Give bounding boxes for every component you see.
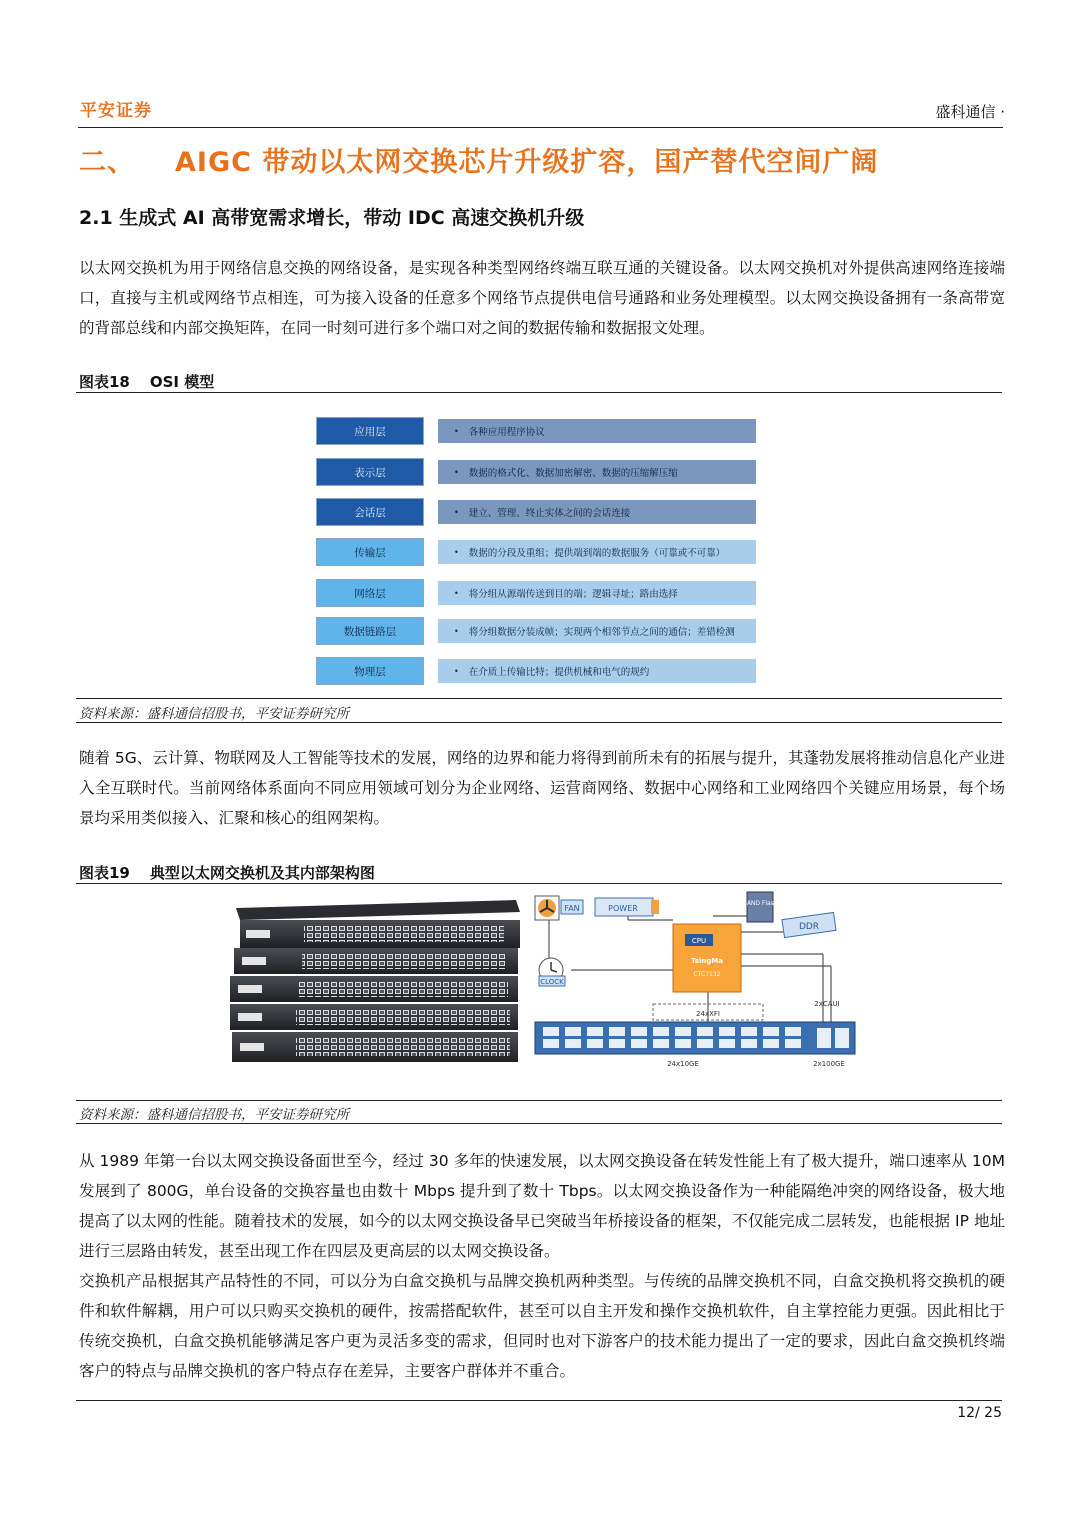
ddr-label: DDR — [798, 922, 820, 932]
chip-model: CTC7132 — [693, 971, 721, 978]
port-cell — [675, 1039, 691, 1048]
cpu-label: CPU — [691, 937, 707, 945]
osi-layer-row — [316, 538, 756, 566]
figure-18-source: 资料来源：盛科通信招股书，平安证券研究所 — [79, 706, 349, 722]
switch-unit-2 — [234, 948, 518, 974]
switch-architecture-diagram — [533, 890, 863, 1072]
paragraph-4: 交换机产品根据其产品特性的不同，可以分为白盒交换机与品牌交换机两种类型。与传统的品牌交换机不同，白盒交换机将交换机的硬件和软件解耦，用户可以只购买交换机的硬件，按需搭配软件，甚至可以自主开发和操作交换机软件，自主掌控能力更强。因此相比于传统交换机，白盒交换机能够满足客户更为灵活多变的需求，但同时也对下游客户的技术能力提出了一定的要求，因此白盒交换机终端客户的特点与品牌交换机的客户特点存在差异，主要客户群体并不重合。 — [79, 1272, 1005, 1380]
figure-18-top-rule — [76, 392, 1002, 393]
footer-divider — [76, 1400, 1002, 1401]
bullet-icon: • — [454, 626, 459, 636]
port-cell — [653, 1027, 669, 1036]
osi-layer-description-text: 建立、管理、终止实体之间的会话连接 — [468, 508, 631, 519]
xfi-label: 24xXFI — [696, 1010, 720, 1018]
osi-layer-description — [438, 659, 756, 683]
osi-layer-name: 数据链路层 — [316, 617, 424, 645]
port-cell — [697, 1039, 713, 1048]
port-cell — [741, 1039, 757, 1048]
power-label: POWER — [608, 904, 638, 913]
osi-layer-row — [316, 498, 756, 526]
osi-layer-row — [316, 657, 756, 685]
ports-100g-label: 2x100GE — [813, 1060, 845, 1068]
port-cell — [587, 1039, 603, 1048]
bullet-icon: • — [454, 588, 459, 598]
port-panel — [535, 1022, 855, 1054]
port-cell — [587, 1027, 603, 1036]
port-cell — [741, 1027, 757, 1036]
port-cell — [565, 1039, 581, 1048]
fan-label: FAN — [564, 904, 580, 913]
figure-18-bottom-rule — [76, 698, 1002, 699]
figure-18-label: 图表18 — [79, 373, 130, 391]
port-cell — [785, 1027, 801, 1036]
osi-layer-name: 表示层 — [316, 458, 424, 486]
switch-unit-3 — [230, 976, 518, 1002]
osi-layer-description-text: 将分组数据分装成帧；实现两个相邻节点之间的通信；差错检测 — [468, 627, 735, 638]
paragraph-2: 随着 5G、云计算、物联网及人工智能等技术的发展，网络的边界和能力将得到前所未有的拓展与提升，其蓬勃发展将推动信息化产业进入全互联时代。当前网络体系面向不同应用领域可划分为企业网络、运营商网络、数据中心网络和工业网络四个关键应用场景，每个场景均采用类似接入、汇聚和核心的组网架构。 — [79, 749, 1005, 827]
company-name: 盛科通信 · — [935, 103, 1005, 121]
switch-stack-image — [226, 890, 526, 1080]
port-cell — [719, 1039, 735, 1048]
bullet-icon: • — [454, 547, 459, 557]
osi-layer-name: 物理层 — [316, 657, 424, 685]
figure-18-caption: OSI 模型 — [149, 373, 215, 391]
port-cell — [653, 1039, 669, 1048]
bullet-icon: • — [454, 426, 459, 436]
osi-layer-description — [438, 500, 756, 524]
osi-layer-row — [316, 617, 756, 645]
paragraph-3: 从 1989 年第一台以太网交换设备面世至今，经过 30 多年的快速发展，以太网交换设备在转发性能上有了极大提升，端口速率从 10M 发展到了 800G，单台设备的交换容量也由数十 Mbps 提升到了数十 Tbps。以太网交换设备作为一种能隔绝冲突的网络设备，极大地提高了以太网的性能。随着技术的发展，如今的以太网交换设备早已突破当年桥接设备的框架，不仅能完成二层转发，也能根据 IP 地址进行三层路由转发，甚至出现工作在四层及更高层的以太网交换设备。 — [79, 1152, 1005, 1260]
switch-unit-4 — [230, 1004, 518, 1030]
port-cell — [785, 1039, 801, 1048]
section-title-text: AIGC 带动以太网交换芯片升级扩容，国产替代空间广阔 — [175, 147, 879, 178]
osi-layer-row — [316, 417, 756, 445]
figure-18-source-rule — [76, 722, 1002, 723]
osi-layer-description — [438, 460, 756, 484]
port-cell — [719, 1027, 735, 1036]
figure-19-label: 图表19 — [79, 864, 130, 882]
port-cell — [763, 1027, 779, 1036]
caui-label: 2xCAUI — [814, 1000, 840, 1008]
section-number: 二、 — [79, 147, 135, 178]
port-cell — [609, 1027, 625, 1036]
nand-label: NAND Flash — [742, 900, 778, 907]
bullet-icon: • — [454, 666, 459, 676]
port-cell — [697, 1027, 713, 1036]
port-cell — [543, 1027, 559, 1036]
bullet-icon: • — [454, 507, 459, 517]
port-cell — [609, 1039, 625, 1048]
section-title — [79, 140, 878, 179]
osi-layer-description-text: 数据的分段及重组；提供端到端的数据服务（可靠或不可靠） — [468, 548, 726, 559]
figure-18-title — [79, 371, 214, 392]
page-number: 12/ 25 — [957, 1405, 1002, 1421]
clock-label: CLOCK — [540, 978, 564, 986]
port-cell — [631, 1027, 647, 1036]
port-cell — [543, 1039, 559, 1048]
subsection-title: 2.1 生成式 AI 高带宽需求增长，带动 IDC 高速交换机升级 — [79, 207, 585, 229]
osi-layer-row — [316, 579, 756, 607]
osi-layer-description — [438, 581, 756, 605]
figure-19-source: 资料来源：盛科通信招股书，平安证券研究所 — [79, 1107, 349, 1123]
figure-19-title — [79, 862, 375, 883]
switch-unit-5 — [232, 1032, 518, 1062]
osi-layer-name: 会话层 — [316, 498, 424, 526]
chip-brand: TsingMa — [690, 957, 724, 965]
ports-10g-label: 24x10GE — [667, 1060, 699, 1068]
fan-icon — [535, 896, 559, 920]
switch-unit-1 — [236, 900, 520, 948]
port-cell — [675, 1027, 691, 1036]
header-divider — [78, 127, 1003, 128]
port-cell — [763, 1039, 779, 1048]
osi-layer-name: 网络层 — [316, 579, 424, 607]
nand-flash-icon — [747, 892, 773, 922]
figure-19-top-rule — [76, 883, 1002, 884]
osi-layer-description — [438, 619, 756, 643]
osi-layer-description-text: 在介质上传输比特；提供机械和电气的规约 — [468, 667, 650, 678]
osi-layer-description — [438, 540, 756, 564]
paragraph-1: 以太网交换机为用于网络信息交换的网络设备，是实现各种类型网络终端互联互通的关键设备。以太网交换机对外提供高速网络连接端口，直接与主机或网络节点相连，可为接入设备的任意多个网络节点提供电信号通路和业务处理模型。以太网交换设备拥有一条高带宽的背部总线和内部交换矩阵，在同一时刻可进行多个端口对之间的数据传输和数据报文处理。 — [79, 259, 1005, 337]
osi-layer-description-text: 数据的格式化、数据加密解密、数据的压缩解压缩 — [468, 468, 678, 479]
osi-layer-name: 应用层 — [316, 417, 424, 445]
brand-logo: 平安证券 — [80, 101, 152, 121]
figure-19-caption: 典型以太网交换机及其内部架构图 — [149, 864, 375, 882]
osi-layer-description-text: 将分组从源端传送到目的端；逻辑寻址；路由选择 — [468, 589, 678, 600]
osi-layer-description — [438, 419, 756, 443]
figure-19-source-rule — [76, 1123, 1002, 1124]
osi-layer-description-text: 各种应用程序协议 — [468, 427, 545, 438]
bullet-icon: • — [454, 467, 459, 477]
figure-19-bottom-rule — [76, 1100, 1002, 1101]
osi-layer-row — [316, 458, 756, 486]
port-cell — [565, 1027, 581, 1036]
osi-layer-name: 传输层 — [316, 538, 424, 566]
port-cell — [631, 1039, 647, 1048]
